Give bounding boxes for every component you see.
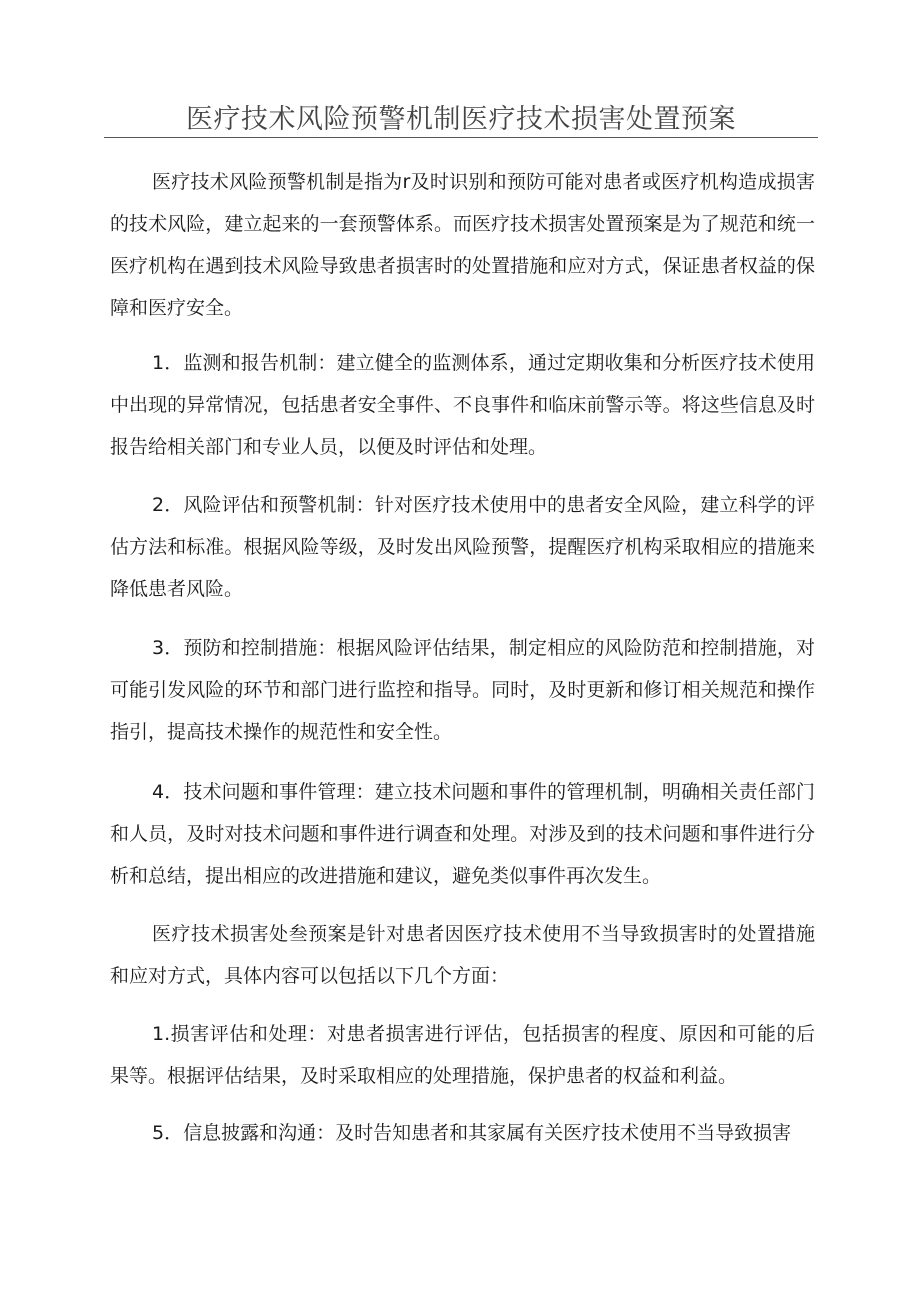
paragraph-item-3-prevention: 3．预防和控制措施：根据风险评估结果，制定相应的风险防范和控制措施，对可能引发风险的环节和部门进行监控和指导。同时，及时更新和修订相关规范和操作指引，提高技术操作的规范性和安全性。 bbox=[110, 637, 815, 743]
document-title: 医疗技术风险预警机制医疗技术损害处置预案 bbox=[186, 104, 736, 135]
paragraph-item-1-monitoring: 1．监测和报告机制：建立健全的监测体系，通过定期收集和分析医疗技术使用中出现的异常情况，包括患者安全事件、不良事件和临床前警示等。将这些信息及时报告给相关部门和专业人员，以便及时评估和处理。 bbox=[110, 352, 815, 458]
title-underline bbox=[104, 137, 818, 138]
paragraph-plan-item-5-disclosure: 5．信息披露和沟通：及时告知患者和其家属有关医疗技术使用不当导致损害 bbox=[152, 1122, 792, 1144]
paragraph-item-2-risk-assessment: 2．风险评估和预警机制：针对医疗技术使用中的患者安全风险，建立科学的评估方法和标准。根据风险等级，及时发出风险预警，提醒医疗机构采取相应的措施来降低患者风险。 bbox=[110, 494, 815, 600]
paragraph-intro: 医疗技术风险预警机制是指为r及时识别和预防可能对患者或医疗机构造成损害的技术风险，建立起来的一套预警体系。而医疗技术损害处置预案是为了规范和统一医疗机构在遇到技术风险导致患者损害时的处置措施和应对方式，保证患者权益的保障和医疗安全。 bbox=[110, 171, 815, 319]
paragraph-item-4-event-management: 4．技术问题和事件管理：建立技术问题和事件的管理机制，明确相关责任部门和人员，及时对技术问题和事件进行调查和处理。对涉及到的技术问题和事件进行分析和总结，提出相应的改进措施和建议，避免类似事件再次发生。 bbox=[110, 781, 815, 887]
paragraph-plan-item-1-assessment: 1.损害评估和处理：对患者损害进行评估，包括损害的程度、原因和可能的后果等。根据评估结果，及时采取相应的处理措施，保护患者的权益和利益。 bbox=[110, 1023, 815, 1087]
paragraph-damage-plan-intro: 医疗技术损害处叁预案是针对患者因医疗技术使用不当导致损害时的处置措施和应对方式，具体内容可以包括以下几个方面： bbox=[110, 923, 815, 987]
